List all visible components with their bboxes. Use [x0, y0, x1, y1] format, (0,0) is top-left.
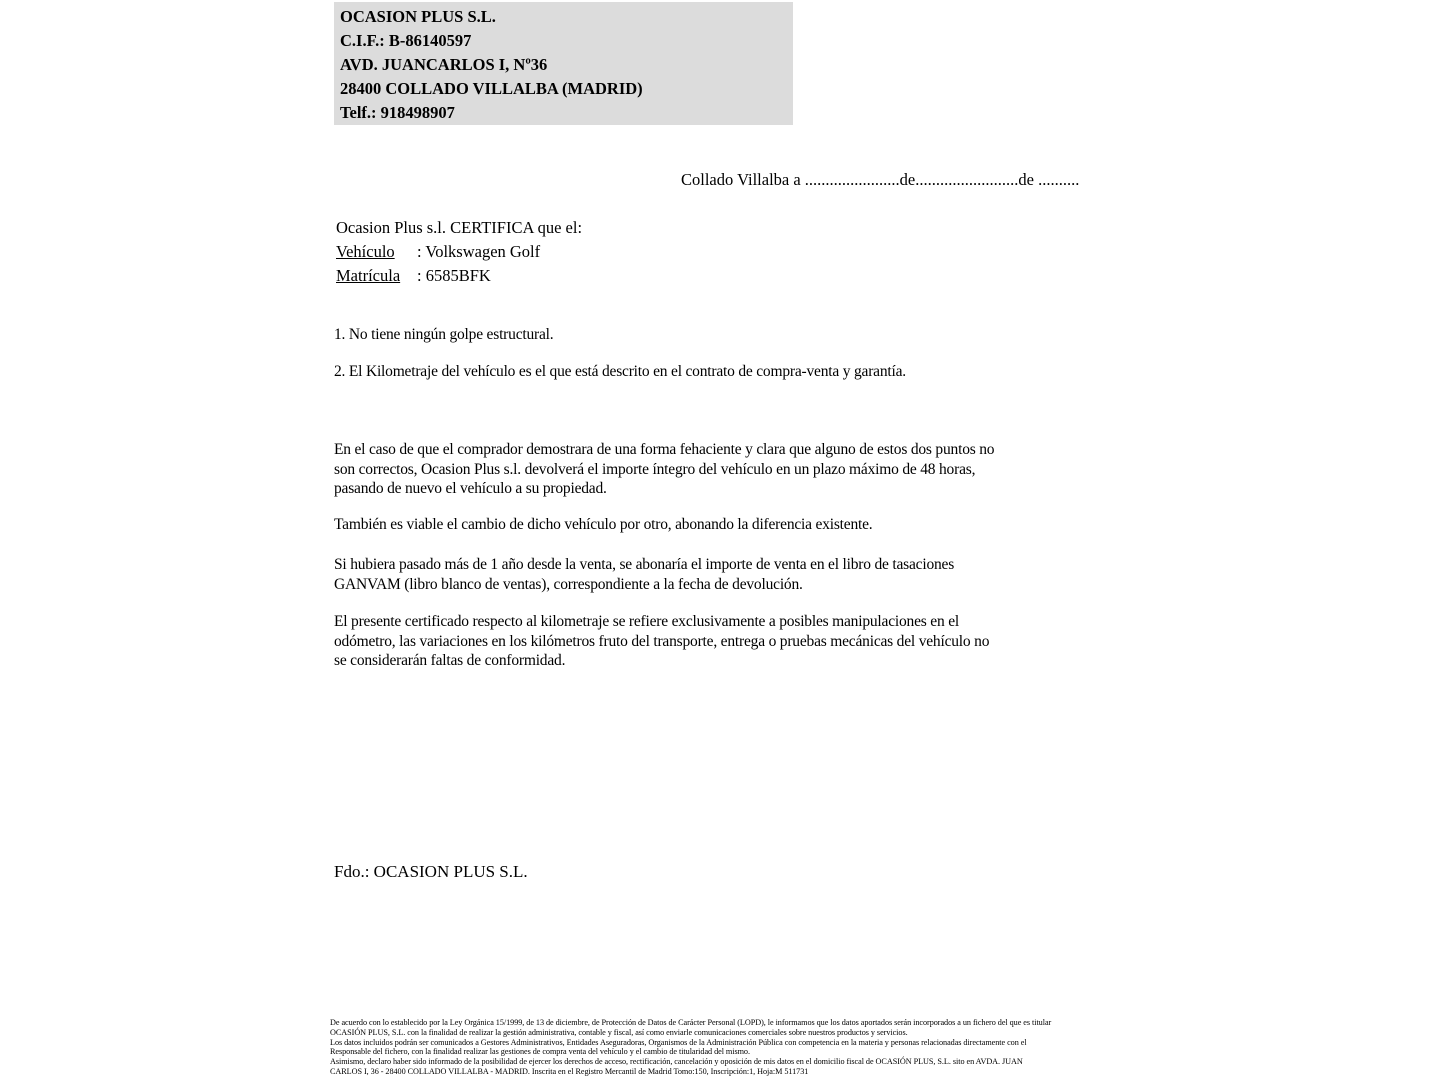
vehicle-row [336, 240, 582, 264]
paragraph-exchange [334, 515, 872, 535]
date-line: Collado Villalba a .......................de.........................de .......... [681, 170, 1080, 189]
company-phone: Telf.: 918498907 [340, 103, 455, 122]
certification-intro: Ocasion Plus s.l. CERTIFICA que el: [336, 218, 583, 237]
legal-line: Los datos incluidos podrán ser comunicados a Gestores Administrativos, Entidades Aseguradoras, Organismos de la Administración Pública con competencia en la materia y personas relacionadas directamente con el [330, 1037, 1027, 1047]
letterhead-box [334, 2, 793, 125]
paragraph-line: se considerarán faltas de conformidad. [334, 652, 566, 669]
legal-line: Asimismo, declaro haber sido informado de la posibilidad de ejercer los derechos de acceso, rectificación, cancelación y oposición de mis datos en el domicilio fiscal de OCASIÓN PLUS, S.L. sito en AVDA. JUAN [330, 1057, 1023, 1067]
paragraph-odometer [334, 612, 989, 671]
paragraph-line: El presente certificado respecto al kilometraje se refiere exclusivamente a posibles manipulaciones en el [334, 613, 959, 630]
company-cif: C.I.F.: B-86140597 [340, 31, 472, 50]
company-address: AVD. JUANCARLOS I, Nº36 [340, 55, 548, 74]
plate-value: : 6585BFK [417, 266, 491, 285]
paragraph-line: También es viable el cambio de dicho vehículo por otro, abonando la diferencia existente. [334, 516, 873, 533]
legal-line: Responsable del fichero, con la finalidad realizar las gestiones de compra venta del vehículo y el cambio de titularidad del mismo. [330, 1047, 750, 1057]
paragraph-line: pasando de nuevo el vehículo a su propiedad. [334, 480, 607, 497]
vehicle-label-text: Vehículo [336, 242, 395, 261]
certification-block [336, 216, 582, 288]
condition-point-1: 1. No tiene ningún golpe estructural. [334, 326, 554, 343]
vehicle-value: : Volkswagen Golf [417, 242, 541, 261]
paragraph-ganvam [334, 555, 954, 594]
plate-label-text: Matrícula [336, 266, 401, 285]
plate-label [336, 264, 417, 288]
legal-line: OCASIÓN PLUS, S.L. con la finalidad de realizar la gestión administrativa, contable y fiscal, así como enviarle comunicaciones comerciales sobre nuestros productos y servicios. [330, 1027, 908, 1037]
paragraph-refund [334, 440, 994, 499]
legal-line: CARLOS I, 36 - 28400 COLLADO VILLALBA - MADRID. Inscrita en el Registro Mercantil de Madrid Tomo:150, Inscripción:1, Hoja:M 511731 [330, 1066, 809, 1076]
vehicle-label [336, 240, 417, 264]
legal-footer [330, 1018, 1051, 1077]
condition-point-2: 2. El Kilometraje del vehículo es el que está descrito en el contrato de compra-venta y garantía. [334, 363, 906, 380]
signature-line: Fdo.: OCASION PLUS S.L. [334, 862, 528, 881]
company-city: 28400 COLLADO VILLALBA (MADRID) [340, 79, 643, 98]
paragraph-line: Si hubiera pasado más de 1 año desde la venta, se abonaría el importe de venta en el libro de tasaciones [334, 556, 955, 573]
paragraph-line: GANVAM (libro blanco de ventas), correspondiente a la fecha de devolución. [334, 575, 803, 593]
paragraph-line: En el caso de que el comprador demostrara de una forma fehaciente y clara que alguno de estos dos puntos no [334, 441, 995, 458]
paragraph-line: son correctos, Ocasion Plus s.l. devolverá el importe íntegro del vehículo en un plazo máximo de 48 horas, [334, 460, 976, 478]
company-name: OCASION PLUS S.L. [340, 7, 496, 26]
legal-line: De acuerdo con lo establecido por la Ley Orgánica 15/1999, de 13 de diciembre, de Protección de Datos de Carácter Personal (LOPD), le informamos que los datos aportados serán incorporados a un fichero del que es titular [330, 1018, 1052, 1027]
plate-row [336, 264, 582, 288]
paragraph-line: odómetro, las variaciones en los kilómetros fruto del transporte, entrega o pruebas mecánicas del vehículo no [334, 632, 990, 650]
